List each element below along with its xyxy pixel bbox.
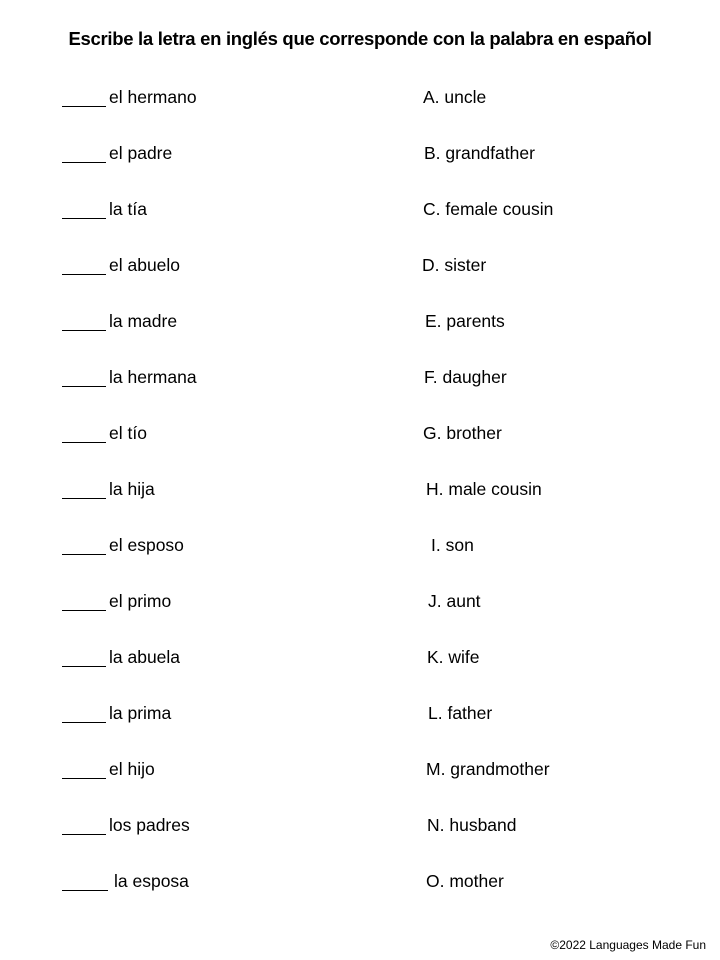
matching-row: [0, 534, 720, 558]
matching-row: [0, 590, 720, 614]
spanish-word: el hermano: [109, 87, 197, 107]
english-option: C. female cousin: [423, 199, 554, 219]
spanish-word: el esposo: [109, 535, 184, 555]
copyright-footer: ©2022 Languages Made Fun: [550, 938, 706, 952]
english-option: K. wife: [427, 647, 480, 667]
answer-blank-line[interactable]: [62, 834, 106, 835]
english-option: A. uncle: [423, 87, 487, 107]
matching-row: [0, 814, 720, 838]
spanish-word: los padres: [109, 815, 190, 835]
english-option: D. sister: [422, 255, 487, 275]
spanish-word: el primo: [109, 591, 172, 611]
spanish-word: la tía: [109, 199, 147, 219]
english-option: B. grandfather: [424, 143, 535, 163]
spanish-word: la hermana: [109, 367, 197, 387]
matching-row: [0, 254, 720, 278]
answer-blank-line[interactable]: [62, 890, 108, 891]
spanish-word: la madre: [109, 311, 178, 331]
english-option: H. male cousin: [426, 479, 542, 499]
spanish-word: la prima: [109, 703, 172, 723]
answer-blank-line[interactable]: [62, 722, 106, 723]
english-option: M. grandmother: [426, 759, 550, 779]
answer-blank-line[interactable]: [62, 778, 106, 779]
matching-row: [0, 758, 720, 782]
matching-row: [0, 870, 720, 894]
english-option: G. brother: [423, 423, 502, 443]
spanish-word: el padre: [109, 143, 173, 163]
spanish-word: la esposa: [114, 871, 189, 891]
english-option: I. son: [431, 535, 474, 555]
spanish-word: la abuela: [109, 647, 181, 667]
answer-blank-line[interactable]: [62, 162, 106, 163]
matching-row: [0, 478, 720, 502]
spanish-word: la hija: [109, 479, 155, 499]
answer-blank-line[interactable]: [62, 106, 106, 107]
answer-blank-line[interactable]: [62, 554, 106, 555]
answer-blank-line[interactable]: [62, 386, 106, 387]
matching-row: [0, 366, 720, 390]
worksheet-title: Escribe la letra en inglés que corresponde con la palabra en español: [68, 28, 652, 49]
english-option: F. daugher: [424, 367, 507, 387]
spanish-word: el hijo: [109, 759, 155, 779]
matching-row: [0, 702, 720, 726]
matching-row: [0, 198, 720, 222]
matching-row: [0, 422, 720, 446]
matching-row: [0, 310, 720, 334]
answer-blank-line[interactable]: [62, 274, 106, 275]
english-option: N. husband: [427, 815, 517, 835]
english-option: E. parents: [425, 311, 505, 331]
matching-row: [0, 646, 720, 670]
answer-blank-line[interactable]: [62, 330, 106, 331]
english-option: O. mother: [426, 871, 504, 891]
answer-blank-line[interactable]: [62, 218, 106, 219]
matching-row: [0, 86, 720, 110]
answer-blank-line[interactable]: [62, 666, 106, 667]
spanish-word: el tío: [109, 423, 147, 443]
english-option: L. father: [428, 703, 493, 723]
english-option: J. aunt: [428, 591, 481, 611]
answer-blank-line[interactable]: [62, 610, 106, 611]
spanish-word: el abuelo: [109, 255, 181, 275]
matching-row: [0, 142, 720, 166]
answer-blank-line[interactable]: [62, 442, 106, 443]
answer-blank-line[interactable]: [62, 498, 106, 499]
